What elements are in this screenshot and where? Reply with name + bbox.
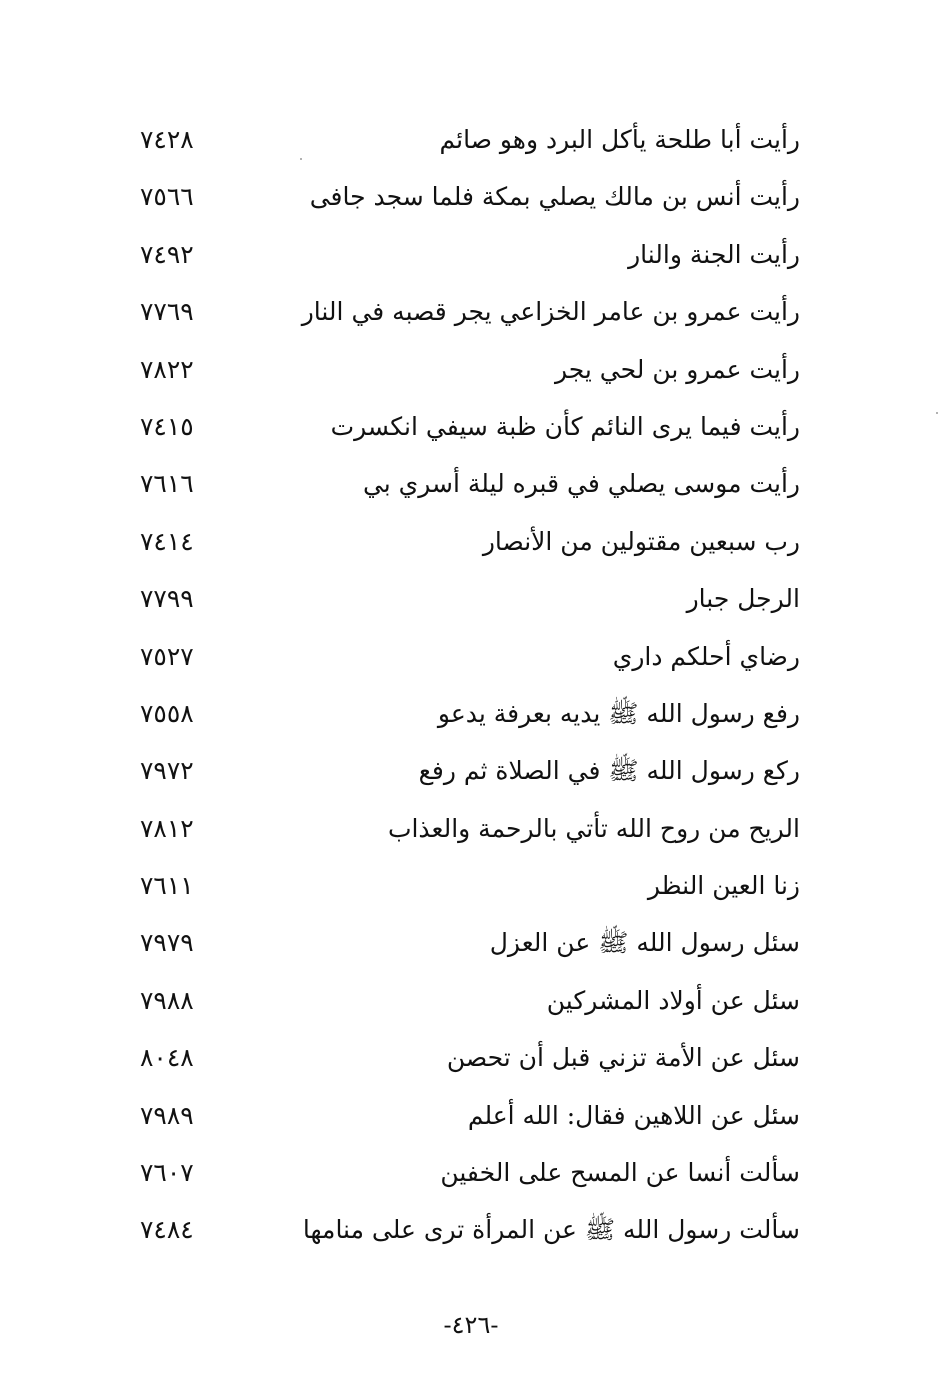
index-entry xyxy=(120,629,810,686)
entry-text: رب سبعين مقتولين من الأنصار xyxy=(482,526,800,556)
index-entry xyxy=(120,973,810,1030)
entry-number: ٧٩٨٩ xyxy=(140,1100,194,1130)
entry-number: ٧٥٢٧ xyxy=(140,641,194,671)
entry-number: ٧٤١٤ xyxy=(140,526,194,556)
entry-text: رأيت أبا طلحة يأكل البرد وهو صائم xyxy=(439,125,800,154)
index-entry xyxy=(120,1202,810,1259)
index-entry xyxy=(120,514,810,571)
entry-text: رأيت عمرو بن لحي يجر xyxy=(554,354,800,384)
entry-text: رضاي أحلكم داري xyxy=(612,641,800,671)
entry-number: ٧٩٧٢ xyxy=(140,756,194,786)
entry-text: رأيت فيما يرى النائم كأن ظبة سيفي انكسرت xyxy=(330,411,800,441)
entry-text: رأيت موسى يصلي في قبره ليلة أسري بي xyxy=(362,469,800,499)
entry-text: سئل عن الأمة تزني قبل أن تحصن xyxy=(446,1043,800,1073)
entry-number: ٧٤٢٨ xyxy=(140,125,194,154)
hadith-index-list xyxy=(120,112,810,1260)
entry-text: رأيت عمرو بن عامر الخزاعي يجر قصبه في النار xyxy=(301,297,800,327)
entry-number: ٨٠٤٨ xyxy=(140,1043,194,1073)
entry-number: ٧٥٥٨ xyxy=(140,698,194,728)
entry-text: رأيت الجنة والنار xyxy=(628,239,800,269)
entry-text: سألت رسول الله ﷺ عن المرأة ترى على منامها xyxy=(302,1215,800,1245)
index-entry xyxy=(120,169,810,226)
entry-text: رأيت أنس بن مالك يصلي بمكة فلما سجد جافى xyxy=(309,182,800,212)
entry-text: زنا العين النظر xyxy=(647,871,800,901)
entry-number: ٧٨٢٢ xyxy=(140,354,194,384)
index-entry xyxy=(120,915,810,972)
index-entry xyxy=(120,456,810,513)
index-entry xyxy=(120,1030,810,1087)
index-entry xyxy=(120,399,810,456)
index-entry xyxy=(120,227,810,284)
entry-number: ٧٧٩٩ xyxy=(140,584,194,614)
index-entry xyxy=(120,743,810,800)
entry-text: الريح من روح الله تأتي بالرحمة والعذاب xyxy=(387,813,800,843)
index-entry xyxy=(120,801,810,858)
entry-number: ٧٧٦٩ xyxy=(140,297,194,327)
entry-text: رفع رسول الله ﷺ يديه بعرفة يدعو xyxy=(437,698,800,728)
page-number: -٤٢٦- xyxy=(443,1311,499,1339)
index-entry xyxy=(120,858,810,915)
entry-number: ٧٩٧٩ xyxy=(140,928,194,958)
entry-text: ركع رسول الله ﷺ في الصلاة ثم رفع xyxy=(418,756,800,786)
entry-text: سألت أنسا عن المسح على الخفين xyxy=(440,1158,800,1188)
index-entry xyxy=(120,686,810,743)
entry-number: ٧٤١٥ xyxy=(140,411,194,441)
entry-text: سئل عن اللاهين فقال: الله أعلم xyxy=(467,1100,800,1130)
entry-number: ٧٦٠٧ xyxy=(140,1158,194,1188)
entry-text: سئل رسول الله ﷺ عن العزل xyxy=(489,928,800,958)
index-entry xyxy=(120,571,810,628)
entry-number: ٧٦١١ xyxy=(140,871,194,901)
entry-text: سئل عن أولاد المشركين xyxy=(546,985,800,1015)
scan-speck xyxy=(300,158,302,160)
index-entry xyxy=(120,112,810,169)
entry-number: ٧٤٨٤ xyxy=(140,1215,194,1245)
index-entry xyxy=(120,342,810,399)
entry-number: ٧٤٩٢ xyxy=(140,239,194,269)
index-entry xyxy=(120,284,810,341)
entry-number: ٧٦١٦ xyxy=(140,469,194,499)
entry-number: ٧٨١٢ xyxy=(140,813,194,843)
index-entry xyxy=(120,1145,810,1202)
entry-number: ٧٩٨٨ xyxy=(140,985,194,1015)
entry-number: ٧٥٦٦ xyxy=(140,182,194,212)
scan-speck xyxy=(936,412,938,414)
index-entry xyxy=(120,1088,810,1145)
entry-text: الرجل جبار xyxy=(686,584,800,614)
